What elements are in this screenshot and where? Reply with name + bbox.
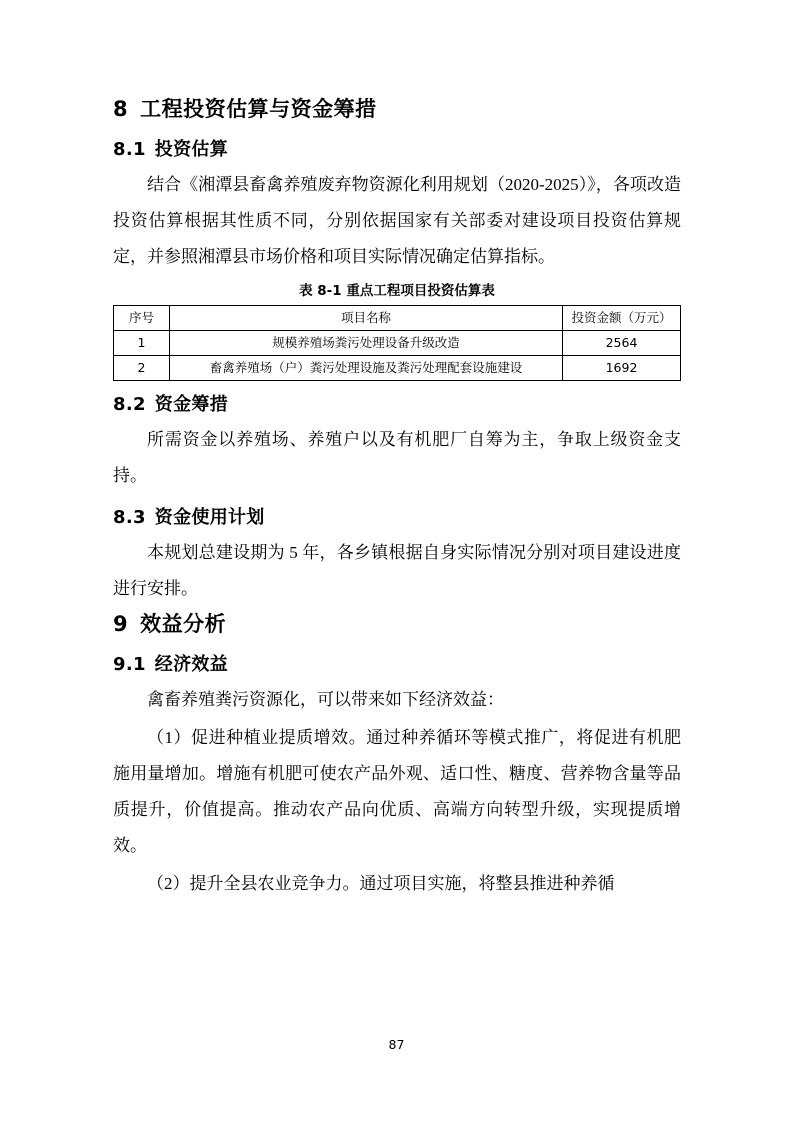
section-heading-9-1 (113, 650, 681, 680)
table-row (114, 331, 681, 356)
chapter-title: 效益分析 (140, 612, 227, 636)
paragraph-benefit-item-2: （2）提升全县农业竞争力。通过项目实施，将整县推进种养循 (147, 874, 615, 893)
table-cell-name: 规模养殖场粪污处理设备升级改造 (170, 331, 563, 356)
section-heading-8-3 (113, 503, 681, 533)
section-number: 8.3 (113, 507, 146, 528)
section-number: 9.1 (113, 654, 146, 675)
investment-estimate-table (113, 305, 681, 381)
paragraph-economic-benefit-intro: 禽畜养殖粪污资源化，可以带来如下经济效益： (147, 690, 504, 709)
page-number: 87 (388, 1037, 405, 1052)
table-cell-no: 2 (114, 356, 170, 381)
section-title: 资金筹措 (154, 394, 228, 415)
table-cell-amount: 1692 (563, 356, 681, 381)
section-number: 8.1 (113, 139, 146, 160)
section-title: 资金使用计划 (154, 507, 265, 528)
table-header-row (114, 306, 681, 331)
table-caption: 表 8-1 重点工程项目投资估算表 (299, 283, 495, 299)
section-title: 投资估算 (154, 139, 228, 160)
table-header-cell: 项目名称 (170, 306, 563, 331)
paragraph-benefit-item-1: （1）促进种植业提质增效。通过种养循环等模式推广，将促进有机肥施用量增加。增施有机肥可使农产品外观、适口性、糖度、营养物含量等品质提升，价值提高。推动农产品向优质、高端方向转型升级，实现提质增效。 (113, 728, 681, 855)
page-content (113, 92, 681, 902)
chapter-number: 9 (113, 612, 129, 636)
table-row (114, 356, 681, 381)
chapter-title: 工程投资估算与资金筹措 (140, 97, 377, 121)
chapter-number: 8 (113, 97, 129, 121)
table-cell-name: 畜禽养殖场（户）粪污处理设施及粪污处理配套设施建设 (170, 356, 563, 381)
section-title: 经济效益 (154, 654, 228, 675)
table-header-cell: 投资金额（万元） (563, 306, 681, 331)
table-cell-amount: 2564 (563, 331, 681, 356)
table-header-cell: 序号 (114, 306, 170, 331)
section-heading-8-1 (113, 135, 681, 165)
chapter-heading-8 (113, 92, 681, 126)
section-heading-8-2 (113, 390, 681, 420)
section-number: 8.2 (113, 394, 146, 415)
paragraph-investment-estimate: 结合《湘潭县畜禽养殖废弃物资源化利用规划（2020-2025）》，各项改造投资估算根据其性质不同，分别依据国家有关部委对建设项目投资估算规定，并参照湘潭县市场价格和项目实际情况确定估算指标。 (113, 175, 681, 266)
paragraph-fund-use-plan: 本规划总建设期为 5 年，各乡镇根据自身实际情况分别对项目建设进度进行安排。 (113, 543, 681, 598)
table-cell-no: 1 (114, 331, 170, 356)
paragraph-funding: 所需资金以养殖场、养殖户以及有机肥厂自筹为主，争取上级资金支持。 (113, 430, 681, 485)
chapter-heading-9 (113, 607, 681, 641)
